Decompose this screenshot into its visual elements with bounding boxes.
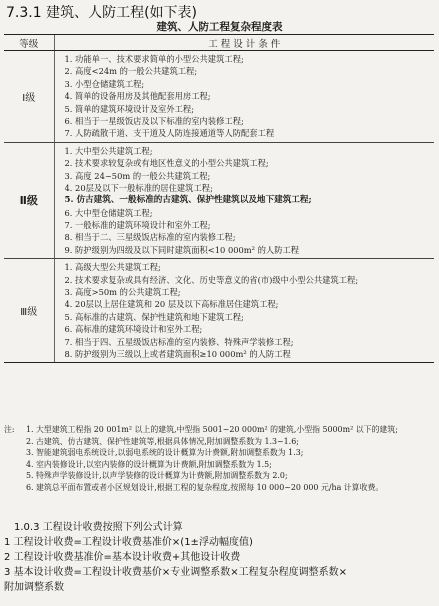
condition-item: 1. 高级大型公共建筑工程; [64, 262, 161, 273]
note-text: 2. 古建筑、仿古建筑、保护性建筑等,根据具体情况,附加调整系数为 1.3~1.6; [26, 436, 299, 446]
notes-lead: 注: [4, 425, 15, 434]
formula-line: 附加调整系数 [4, 582, 64, 593]
formula-heading: 1.0.3 工程设计收费按照下列公式计算 [14, 522, 183, 533]
table-notes [4, 424, 434, 494]
condition-item: 8. 防护级别为三级以上或者建筑面积≥10 000m² 的人防工程 [64, 348, 291, 359]
grade-conditions [54, 142, 434, 259]
note-item [4, 482, 434, 494]
grade-conditions [54, 259, 434, 363]
note-text: 5. 特殊声学装修设计,以声学装修的设计概算为计费额,附加调整系数为 2.0; [26, 471, 288, 481]
table-title: 建筑、人防工程复杂程度表 [156, 21, 283, 33]
note-item [4, 436, 434, 448]
grade-label: Ⅰ级 [4, 51, 54, 143]
note-item [4, 424, 434, 436]
condition-item: 3. 高度 24~50m 的一般公共建筑工程; [64, 170, 211, 181]
note-item [4, 459, 434, 471]
note-item [4, 470, 434, 482]
condition-item: 2. 技术要求复杂或具有经济、文化、历史等意义的省(市)级中小型公共建筑工程; [64, 274, 359, 285]
condition-item: 7. 一般标准的建筑环境设计和室外工程; [64, 220, 211, 231]
grade-label: Ⅱ级 [4, 142, 54, 259]
condition-item: 1. 功能单一、技术要求简单的小型公共建筑工程; [64, 54, 244, 64]
condition-item: 9. 防护级别为四级及以下同时建筑面积<10 000m² 的人防工程 [64, 244, 300, 255]
condition-item: 4. 简单的设备用房及其他配套用房工程; [64, 91, 211, 102]
condition-item: 1. 大中型公共建筑工程; [64, 145, 153, 156]
grade-row-1 [4, 51, 434, 143]
note-text: 6. 建筑总平面布置或者小区规划设计,根据工程的复杂程度,按照每 10 000~20 000 元/ha 计算收费。 [26, 482, 384, 492]
fee-formulas [4, 520, 436, 595]
grade-label: Ⅲ级 [4, 259, 54, 363]
header-grade: 等级 [4, 35, 54, 51]
note-text: 1. 大型建筑工程指 20 001m² 以上的建筑,中型指 5001~20 000m² 的建筑,小型指 5000m² 以下的建筑; [26, 425, 398, 434]
condition-item: 6. 大中型仓储建筑工程; [64, 207, 153, 218]
condition-item: 5. 高标准的古建筑、保护性建筑和地下建筑工程; [64, 311, 244, 322]
grade-row-2 [4, 142, 434, 259]
condition-item: 5. 简单的建筑环境设计及室外工程; [64, 103, 195, 114]
condition-item: 8. 相当于二、三星级饭店标准的室内装修工程; [64, 232, 236, 243]
condition-item: 3. 小型仓储建筑工程; [64, 78, 145, 89]
condition-item: 6. 相当于一星级饭店及以下标准的室内装修工程; [64, 115, 244, 126]
table-header-row [4, 35, 434, 51]
condition-item: 3. 高度>50m 的公共建筑工程; [64, 287, 181, 298]
condition-item: 4. 20层及以下一般标准的居住建筑工程; [64, 182, 213, 193]
condition-item: 7. 人防疏散干道、支干道及人防连接通道等人防配套工程 [64, 128, 275, 139]
condition-item: 4. 20层以上居住建筑和 20 层及以下高标准居住建筑工程; [64, 299, 279, 310]
note-text: 3. 智能建筑弱电系统设计,以弱电系统的设计概算为计费额,附加调整系数为 1.3; [26, 448, 304, 458]
note-item [4, 447, 434, 459]
formula-line: 2 工程设计收费基准价=基本设计收费+其他设计收费 [4, 552, 241, 563]
condition-item: 6. 高标准的建筑环境设计和室外工程; [64, 324, 203, 335]
condition-item: 2. 高度<24m 的一般公共建筑工程; [64, 66, 198, 77]
formula-line: 3 基本设计收费=工程设计收费基价×专业调整系数×工程复杂程度调整系数× [4, 567, 348, 578]
condition-item: 7. 相当于四、五星级饭店标准的室内装修、特殊声学装修工程; [64, 336, 294, 347]
grade-conditions [54, 51, 434, 143]
note-text: 4. 室内装修设计,以室内装修的设计概算为计费额,附加调整系数为 1.5; [26, 459, 272, 469]
section-heading: 7.3.1 建筑、人防工程(如下表) [6, 5, 197, 21]
header-conditions: 工 程 设 计 条 件 [54, 35, 434, 51]
condition-item: 5. 仿古建筑、一般标准的古建筑、保护性建筑以及地下建筑工程; [64, 195, 312, 206]
grade-row-3 [4, 259, 434, 363]
formula-line: 1 工程设计收费=工程设计收费基准价×(1±浮动幅度值) [4, 537, 253, 548]
condition-item: 2. 技术要求较复杂或有地区性意义的小型公共建筑工程; [64, 158, 269, 169]
complexity-table [4, 34, 434, 363]
